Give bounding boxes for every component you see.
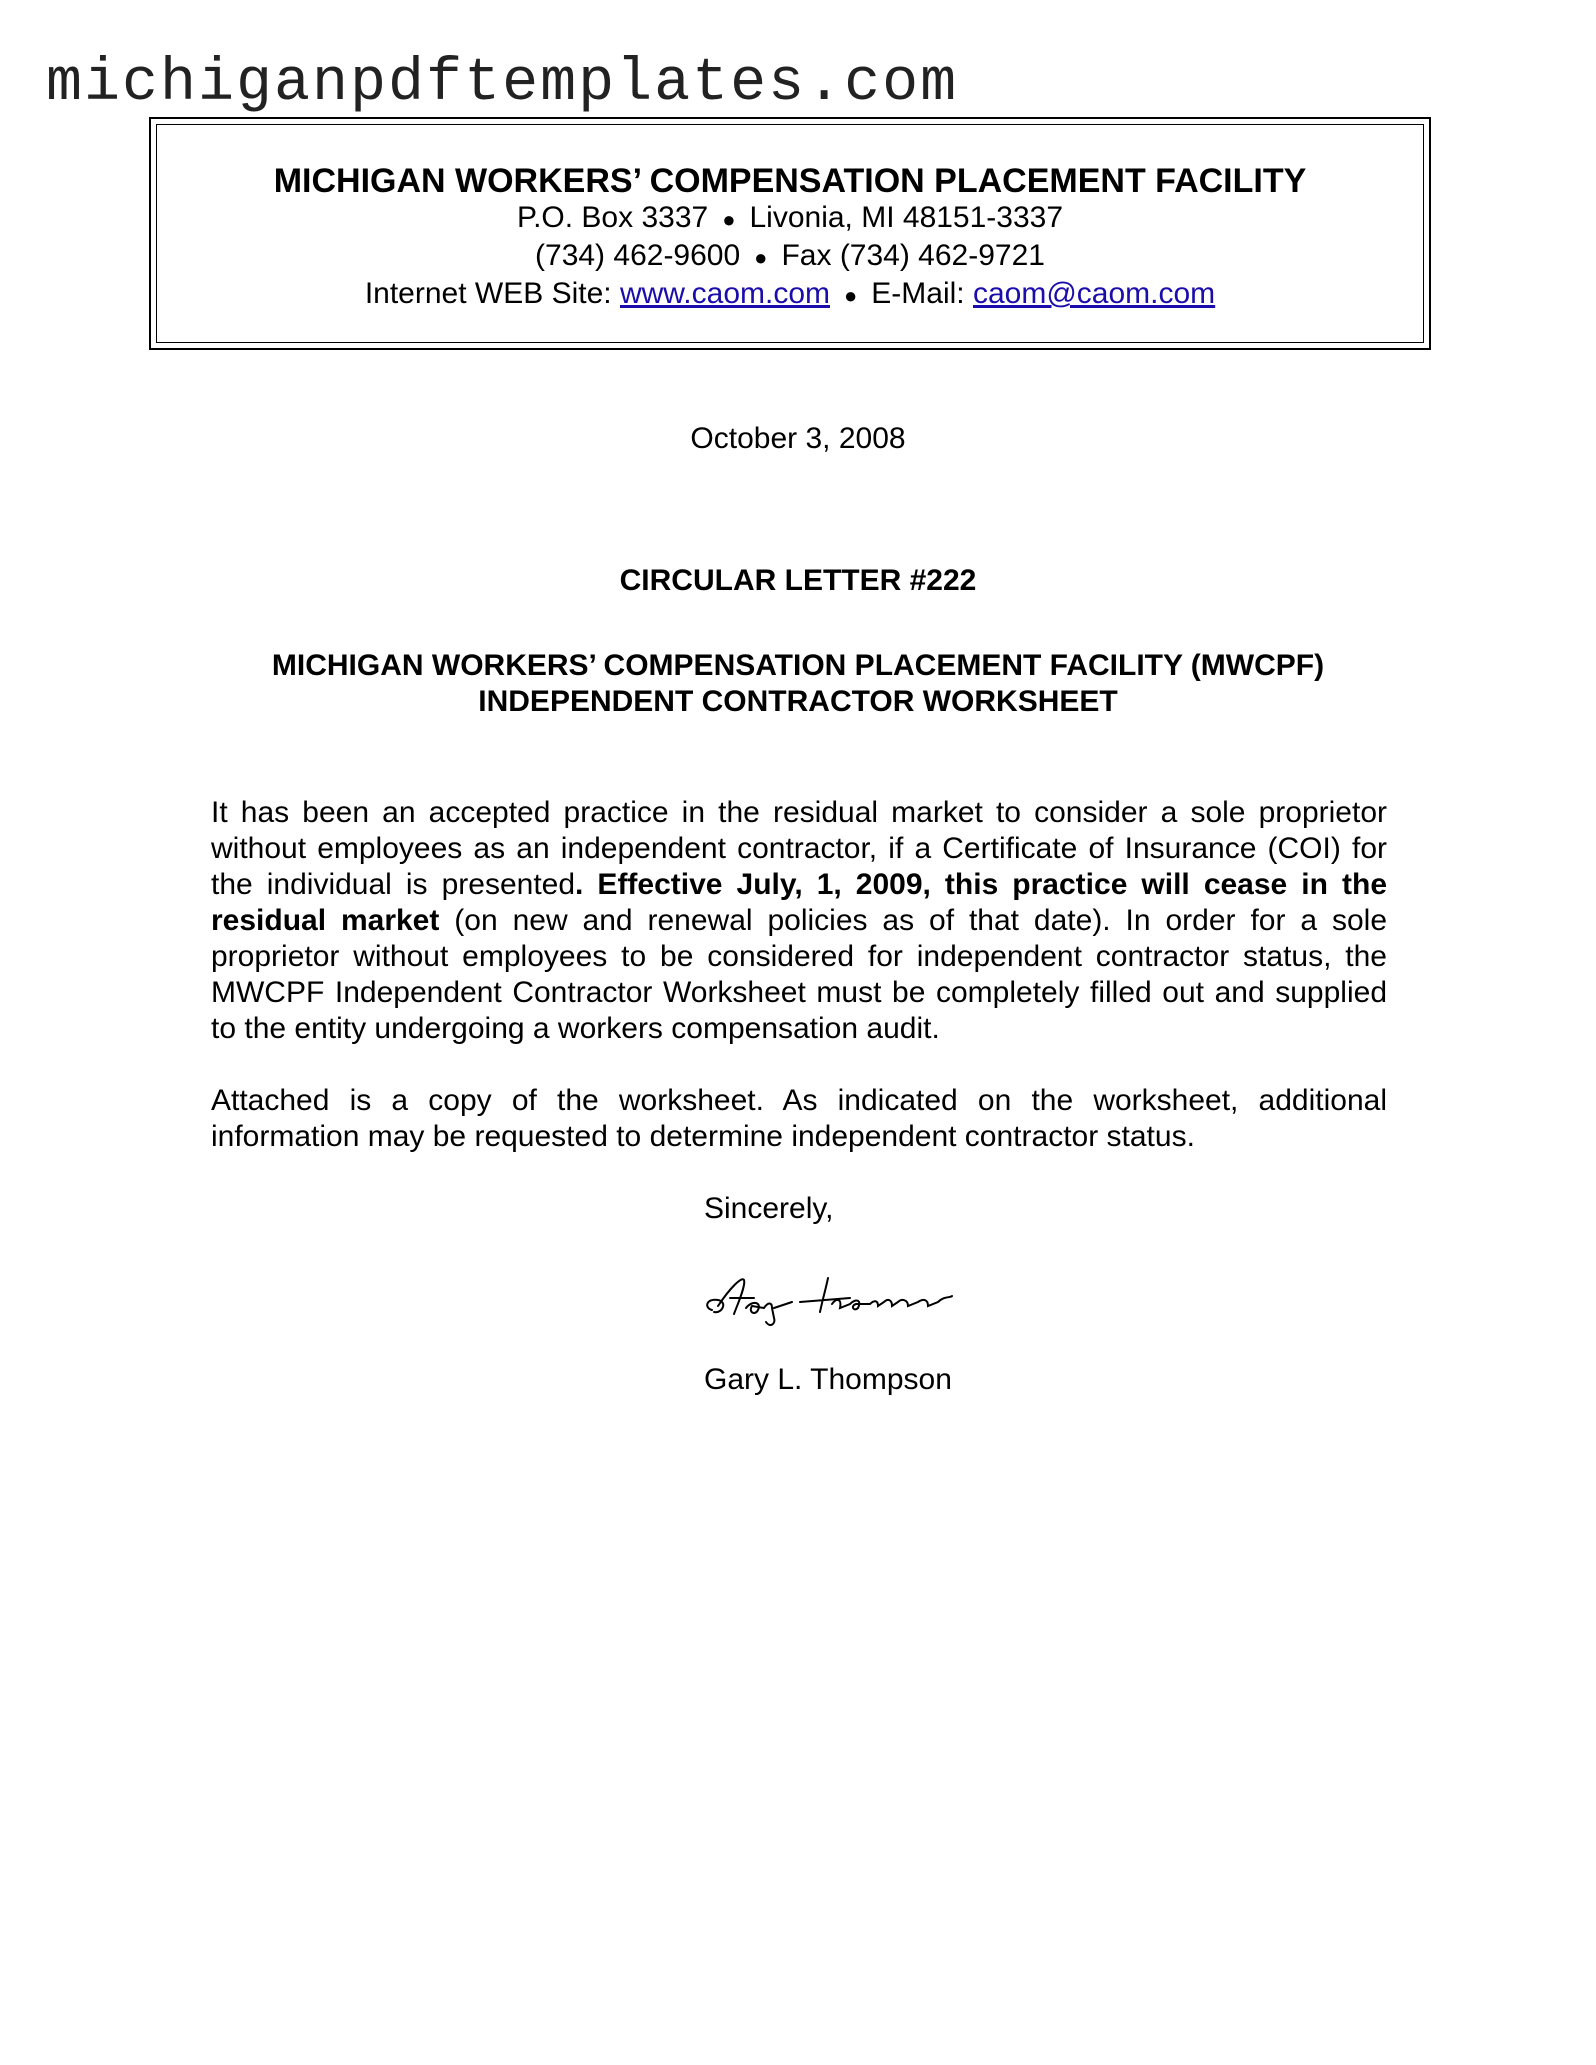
body-paragraph-2: Attached is a copy of the worksheet. As indicated on the worksheet, additional information may be requested to determine independent contractor status. [211,1084,1387,1153]
city-state-zip: Livonia, MI 48151-3337 [749,201,1064,235]
contact-line [157,276,1423,314]
email-label: E-Mail: [871,277,965,311]
phone-number: (734) 462-9600 [535,239,741,273]
body-paragraph-1 [211,795,1387,1047]
signer-name: Gary L. Thompson [704,1363,952,1396]
closing-salutation: Sincerely, [704,1192,834,1225]
letter-date: October 3, 2008 [690,422,906,455]
phone-line [157,238,1423,276]
bullet-separator: ● [722,207,736,233]
web-label: Internet WEB Site: [364,277,612,311]
bullet-separator: ● [754,245,768,271]
bullet-separator: ● [844,283,858,309]
letterhead-box [149,117,1431,350]
subject-line-2: INDEPENDENT CONTRACTOR WORKSHEET [478,685,1118,718]
subject-heading [0,648,1596,720]
subject-line-1: MICHIGAN WORKERS’ COMPENSATION PLACEMENT FACILITY (MWCPF) [271,649,1325,682]
circular-letter-title: CIRCULAR LETTER #222 [619,564,977,597]
letterhead-inner-border [156,124,1424,343]
po-box: P.O. Box 3337 [516,201,709,235]
email-link[interactable]: caom@caom.com [972,277,1216,311]
paragraph-1-bold-text: . Effective July, 1, 2009, this practice will cease in the residual market [211,868,1388,937]
fax-number: Fax (734) 462-9721 [781,239,1045,273]
paragraph-1-text-b: (on new and renewal policies as of that date). In order for a sole proprietor without employees to be considered for independent contractor status, the MWCPF Independent Contractor Worksheet must be completely filled out and supplied to the entity undergoing a workers compensation audit. [211,904,1388,1045]
paragraph-1-text-a: It has been an accepted practice in the residual market to consider a sole proprietor without employees as an independent contractor, if a Certificate of Insurance (COI) for the individual is presented [211,796,1387,901]
website-link[interactable]: www.caom.com [619,277,830,311]
handwritten-signature [700,1258,1000,1338]
watermark-text: michiganpdftemplates.com [46,50,959,118]
organization-name: MICHIGAN WORKERS’ COMPENSATION PLACEMENT FACILITY [273,162,1307,200]
address-line [157,200,1423,238]
